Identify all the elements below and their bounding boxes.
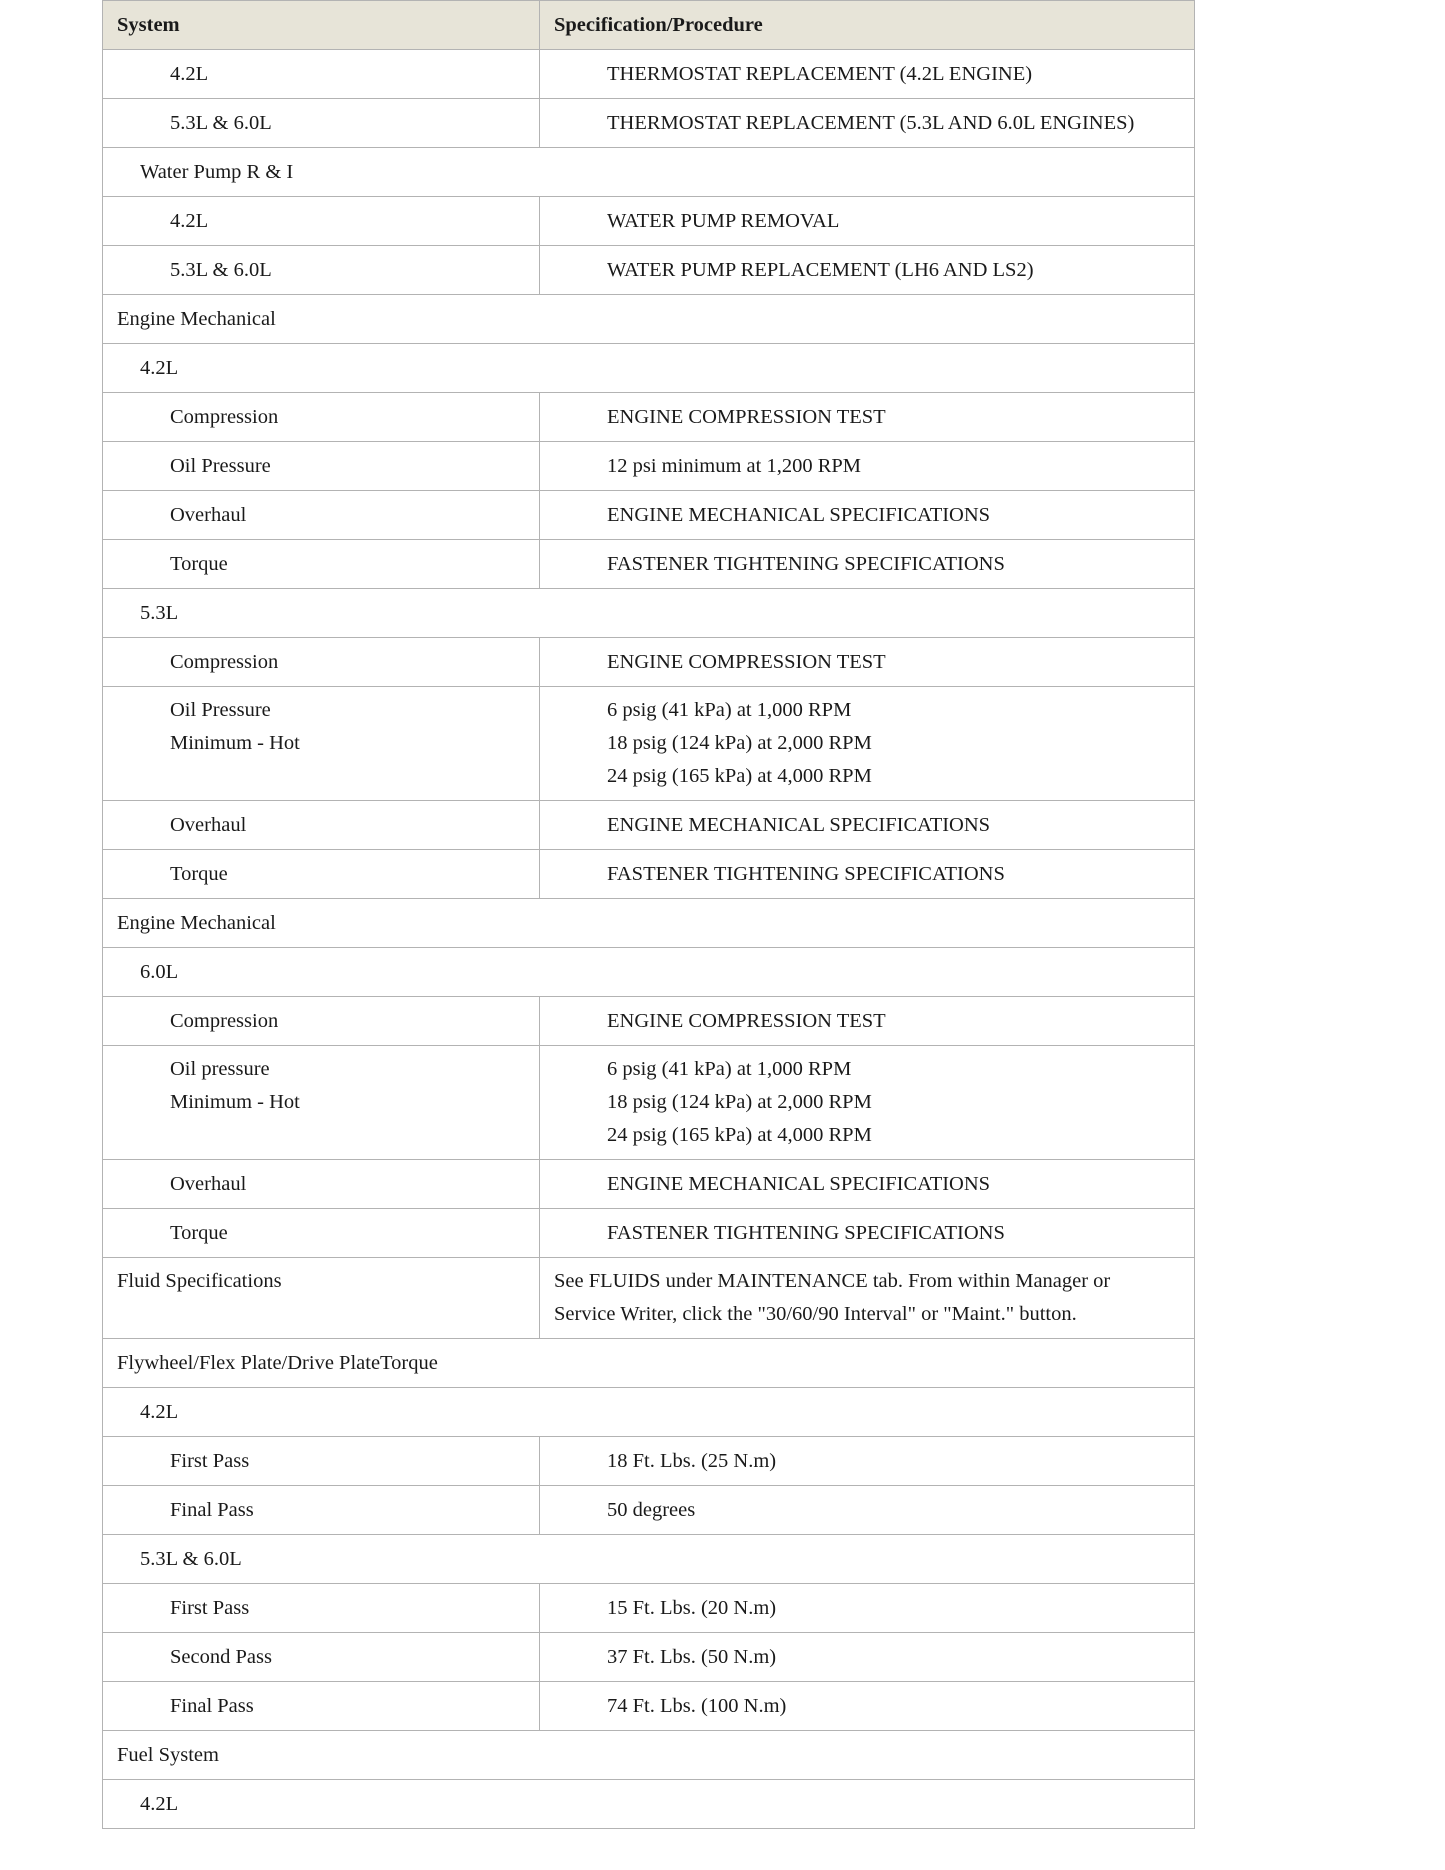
spec-table: [102, 0, 1195, 1829]
system-label: 4.2L: [140, 356, 179, 379]
system-cell: [103, 589, 1195, 638]
system-cell: [103, 99, 540, 148]
system-label: 6.0L: [140, 960, 179, 983]
header-row: [103, 1, 1195, 50]
table-row: [103, 850, 1195, 899]
section-row: [103, 1339, 1195, 1388]
system-label: 5.3L & 6.0L: [140, 1547, 242, 1570]
specification-text: 24 psig (165 kPa) at 4,000 RPM: [607, 1124, 872, 1146]
specification-text: THERMOSTAT REPLACEMENT (5.3L AND 6.0L ENGINES): [607, 111, 1135, 134]
specification-text: 6 psig (41 kPa) at 1,000 RPM: [607, 1058, 852, 1080]
system-label: 4.2L: [140, 1792, 179, 1815]
specification-cell: [540, 1584, 1195, 1633]
specification-cell: [540, 687, 1195, 801]
system-cell: [103, 295, 1195, 344]
specification-text: ENGINE MECHANICAL SPECIFICATIONS: [607, 1172, 991, 1195]
system-cell: [103, 1584, 540, 1633]
specification-text: 37 Ft. Lbs. (50 N.m): [607, 1645, 777, 1668]
specification-text: THERMOSTAT REPLACEMENT (4.2L ENGINE): [607, 62, 1033, 85]
section-row: [103, 899, 1195, 948]
section-row: [103, 1535, 1195, 1584]
specification-cell: [540, 1160, 1195, 1209]
table-row: [103, 1682, 1195, 1731]
table-row: [103, 1633, 1195, 1682]
system-label: Final Pass: [170, 1694, 254, 1717]
system-cell: [103, 899, 1195, 948]
system-label: Overhaul: [170, 1172, 247, 1195]
system-cell: [103, 491, 540, 540]
system-label: Compression: [170, 650, 279, 673]
system-cell: [103, 1731, 1195, 1780]
system-cell: [103, 1682, 540, 1731]
system-cell: [103, 1160, 540, 1209]
table-row: [103, 1584, 1195, 1633]
system-label: Oil Pressure: [170, 699, 271, 721]
specification-cell: [540, 442, 1195, 491]
table-row: [103, 1486, 1195, 1535]
specification-cell: [540, 540, 1195, 589]
specification-text: 24 psig (165 kPa) at 4,000 RPM: [607, 765, 872, 787]
system-cell: [103, 1486, 540, 1535]
system-label: Oil pressure: [170, 1058, 270, 1080]
specification-cell: [540, 801, 1195, 850]
system-cell: [103, 197, 540, 246]
table-row: [103, 442, 1195, 491]
system-cell: [103, 393, 540, 442]
system-cell: [103, 148, 1195, 197]
system-cell: [103, 1046, 540, 1160]
table-row: [103, 687, 1195, 801]
system-cell: [103, 948, 1195, 997]
system-label: 4.2L: [140, 1400, 179, 1423]
specification-text: WATER PUMP REMOVAL: [607, 209, 840, 232]
specification-cell: [540, 197, 1195, 246]
section-row: [103, 344, 1195, 393]
specification-cell: [540, 850, 1195, 899]
specification-text: WATER PUMP REPLACEMENT (LH6 AND LS2): [607, 258, 1034, 281]
specification-cell: [540, 1633, 1195, 1682]
specification-text: ENGINE MECHANICAL SPECIFICATIONS: [607, 813, 991, 836]
system-label: 5.3L & 6.0L: [170, 111, 272, 134]
section-row: [103, 1731, 1195, 1780]
specification-text: Service Writer, click the "30/60/90 Interval" or "Maint." button.: [554, 1303, 1077, 1325]
system-cell: [103, 638, 540, 687]
system-label: Fuel System: [117, 1743, 219, 1766]
system-cell: [103, 850, 540, 899]
table-row: [103, 540, 1195, 589]
specification-cell: [540, 99, 1195, 148]
system-label: First Pass: [170, 1449, 250, 1472]
system-cell: [103, 344, 1195, 393]
header-system: System: [103, 1, 540, 50]
section-row: [103, 948, 1195, 997]
system-label: Water Pump R & I: [140, 160, 294, 183]
table-row: [103, 1160, 1195, 1209]
system-label: Torque: [170, 862, 228, 885]
system-label: Second Pass: [170, 1645, 272, 1668]
system-cell: [103, 246, 540, 295]
specification-cell: [540, 50, 1195, 99]
system-label: First Pass: [170, 1596, 250, 1619]
system-cell: [103, 1209, 540, 1258]
header-specification: Specification/Procedure: [540, 1, 1195, 50]
system-label: Engine Mechanical: [117, 911, 276, 934]
system-label: Compression: [170, 405, 279, 428]
specification-text: 50 degrees: [607, 1498, 696, 1521]
table-row: [103, 1258, 1195, 1339]
specification-text: FASTENER TIGHTENING SPECIFICATIONS: [607, 552, 1005, 575]
specification-text: 18 psig (124 kPa) at 2,000 RPM: [607, 732, 872, 754]
section-row: [103, 589, 1195, 638]
system-label: 5.3L & 6.0L: [170, 258, 272, 281]
system-label: Overhaul: [170, 813, 247, 836]
specification-text: ENGINE COMPRESSION TEST: [607, 405, 886, 428]
system-label: Torque: [170, 1221, 228, 1244]
system-sublabel: Minimum - Hot: [170, 732, 300, 754]
specification-cell: [540, 1209, 1195, 1258]
table-row: [103, 801, 1195, 850]
table-row: [103, 393, 1195, 442]
specification-cell: [540, 246, 1195, 295]
specification-cell: [540, 1046, 1195, 1160]
system-label: 4.2L: [170, 62, 209, 85]
system-label: Engine Mechanical: [117, 307, 276, 330]
system-cell: [103, 1388, 1195, 1437]
specification-text: FASTENER TIGHTENING SPECIFICATIONS: [607, 1221, 1005, 1244]
system-label: Flywheel/Flex Plate/Drive PlateTorque: [117, 1351, 438, 1374]
system-cell: [103, 997, 540, 1046]
system-label: 5.3L: [140, 601, 179, 624]
table-row: [103, 638, 1195, 687]
system-cell: [103, 1633, 540, 1682]
specification-cell: [540, 491, 1195, 540]
specification-text: See FLUIDS under MAINTENANCE tab. From within Manager or: [554, 1270, 1111, 1292]
specification-cell: [540, 1258, 1195, 1339]
specification-text: 6 psig (41 kPa) at 1,000 RPM: [607, 699, 852, 721]
system-label: Overhaul: [170, 503, 247, 526]
specification-text: FASTENER TIGHTENING SPECIFICATIONS: [607, 862, 1005, 885]
specification-cell: [540, 1486, 1195, 1535]
system-sublabel: Minimum - Hot: [170, 1091, 300, 1113]
specification-cell: [540, 997, 1195, 1046]
system-cell: [103, 801, 540, 850]
table-row: [103, 1209, 1195, 1258]
table-row: [103, 491, 1195, 540]
system-cell: [103, 1780, 1195, 1829]
system-label: Compression: [170, 1009, 279, 1032]
system-label: Oil Pressure: [170, 454, 271, 477]
section-row: [103, 148, 1195, 197]
specification-text: ENGINE COMPRESSION TEST: [607, 1009, 886, 1032]
section-row: [103, 1780, 1195, 1829]
specification-cell: [540, 1437, 1195, 1486]
section-row: [103, 1388, 1195, 1437]
specification-cell: [540, 638, 1195, 687]
system-cell: [103, 1258, 540, 1339]
specification-cell: [540, 393, 1195, 442]
specification-text: 74 Ft. Lbs. (100 N.m): [607, 1694, 787, 1717]
section-row: [103, 295, 1195, 344]
table-row: [103, 1437, 1195, 1486]
system-cell: [103, 540, 540, 589]
system-cell: [103, 1437, 540, 1486]
system-label: 4.2L: [170, 209, 209, 232]
system-cell: [103, 1339, 1195, 1388]
system-label: Fluid Specifications: [117, 1270, 282, 1292]
specification-text: ENGINE COMPRESSION TEST: [607, 650, 886, 673]
specification-text: 15 Ft. Lbs. (20 N.m): [607, 1596, 777, 1619]
specification-cell: [540, 1682, 1195, 1731]
table-row: [103, 99, 1195, 148]
table-row: [103, 50, 1195, 99]
table-row: [103, 1046, 1195, 1160]
table-row: [103, 197, 1195, 246]
table-body: [103, 50, 1195, 1829]
system-cell: [103, 687, 540, 801]
table-row: [103, 997, 1195, 1046]
system-label: Final Pass: [170, 1498, 254, 1521]
system-cell: [103, 50, 540, 99]
specification-text: 12 psi minimum at 1,200 RPM: [607, 454, 861, 477]
specification-text: ENGINE MECHANICAL SPECIFICATIONS: [607, 503, 991, 526]
table-row: [103, 246, 1195, 295]
system-label: Torque: [170, 552, 228, 575]
system-cell: [103, 442, 540, 491]
specification-text: 18 psig (124 kPa) at 2,000 RPM: [607, 1091, 872, 1113]
system-cell: [103, 1535, 1195, 1584]
specification-text: 18 Ft. Lbs. (25 N.m): [607, 1449, 777, 1472]
